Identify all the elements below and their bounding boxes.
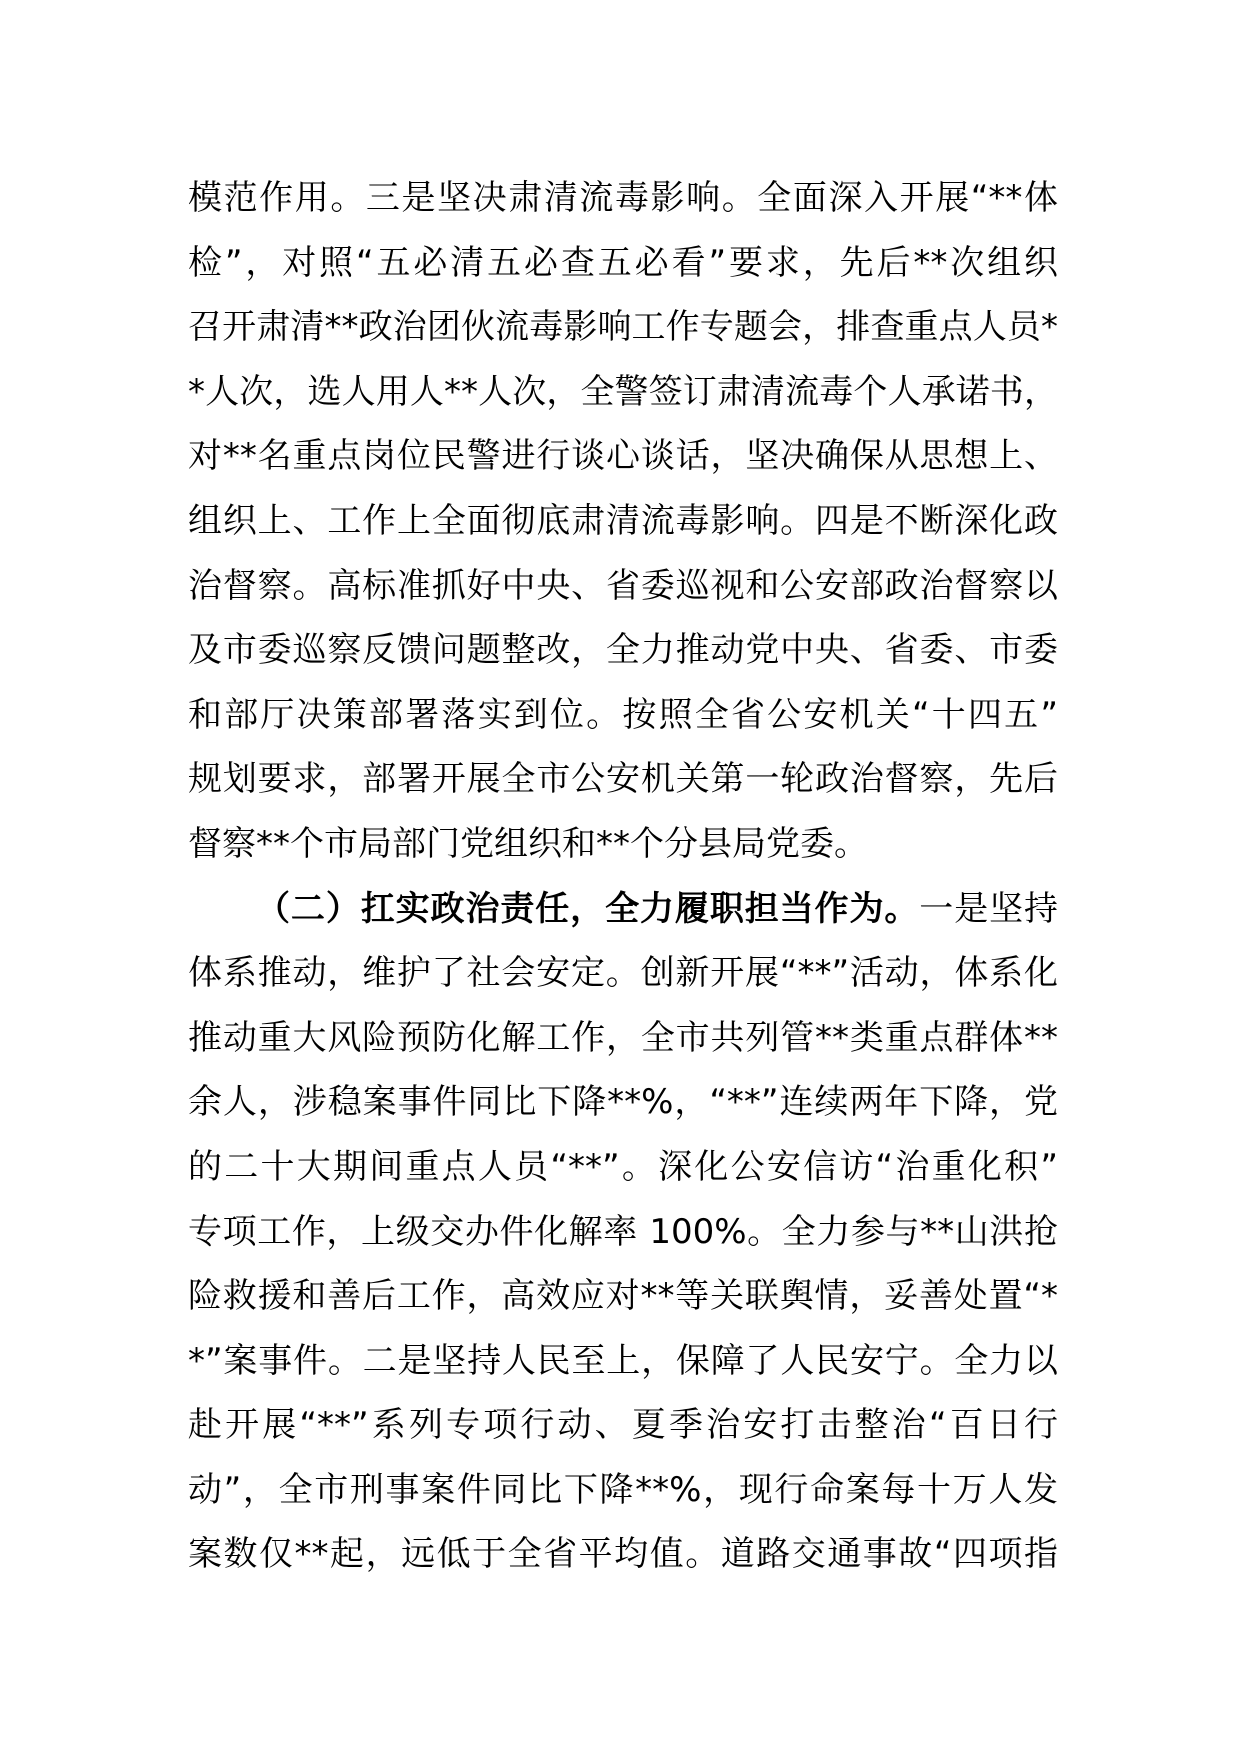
text-line: 检”，对照“五必清五必查五必看”要求，先后**次组织: [188, 242, 1058, 283]
text-line: *”案事件。二是坚持人民至上，保障了人民安宁。全力以: [188, 1340, 1058, 1381]
paragraph-political-responsibility: [188, 877, 1058, 1588]
text-line: *人次，选人用人**人次，全警签订肃清流毒个人承诺书，: [188, 371, 1058, 412]
text-line: 督察**个市局部门党组织和**个分县局党委。: [188, 823, 868, 864]
section-heading: （二）扛实政治责任，全力履职担当作为。: [256, 888, 920, 929]
text-line: 的二十大期间重点人员“**”。深化公安信访“治重化积”: [188, 1146, 1058, 1187]
heading-line-rest: 一是坚持: [919, 888, 1058, 929]
text-line: 治督察。高标准抓好中央、省委巡视和公安部政治督察以: [188, 565, 1058, 606]
text-line: 对**名重点岗位民警进行谈心谈话，坚决确保从思想上、: [188, 436, 1058, 477]
text-line: 赴开展“**”系列专项行动、夏季治安打击整治“百日行: [188, 1405, 1058, 1446]
document-body: [188, 166, 1058, 1587]
text-line: 召开肃清**政治团伙流毒影响工作专题会，排查重点人员*: [188, 307, 1058, 348]
paragraph-political-impact: [188, 166, 1058, 877]
text-line: 余人，涉稳案事件同比下降**%，“**”连续两年下降，党: [188, 1082, 1058, 1123]
text-line: 和部厅决策部署落实到位。按照全省公安机关“十四五”: [188, 694, 1058, 735]
text-line: 险救援和善后工作，高效应对**等关联舆情，妥善处置“*: [188, 1276, 1058, 1317]
text-line: 规划要求，部署开展全市公安机关第一轮政治督察，先后: [188, 759, 1058, 800]
text-line: 组织上、工作上全面彻底肃清流毒影响。四是不断深化政: [188, 500, 1058, 541]
text-line: 及市委巡察反馈问题整改，全力推动党中央、省委、市委: [188, 630, 1058, 671]
text-line: 体系推动，维护了社会安定。创新开展“**”活动，体系化: [188, 953, 1058, 994]
text-line: 推动重大风险预防化解工作，全市共列管**类重点群体**: [188, 1017, 1058, 1058]
section-heading-line: [188, 877, 1058, 942]
text-line: 动”，全市刑事案件同比下降**%，现行命案每十万人发: [188, 1469, 1058, 1510]
text-line: 案数仅**起，远低于全省平均值。道路交通事故“四项指: [188, 1534, 1058, 1575]
text-line: 专项工作，上级交办件化解率 100%。全力参与**山洪抢: [188, 1211, 1058, 1252]
text-line: 模范作用。三是坚决肃清流毒影响。全面深入开展“**体: [188, 178, 1058, 218]
